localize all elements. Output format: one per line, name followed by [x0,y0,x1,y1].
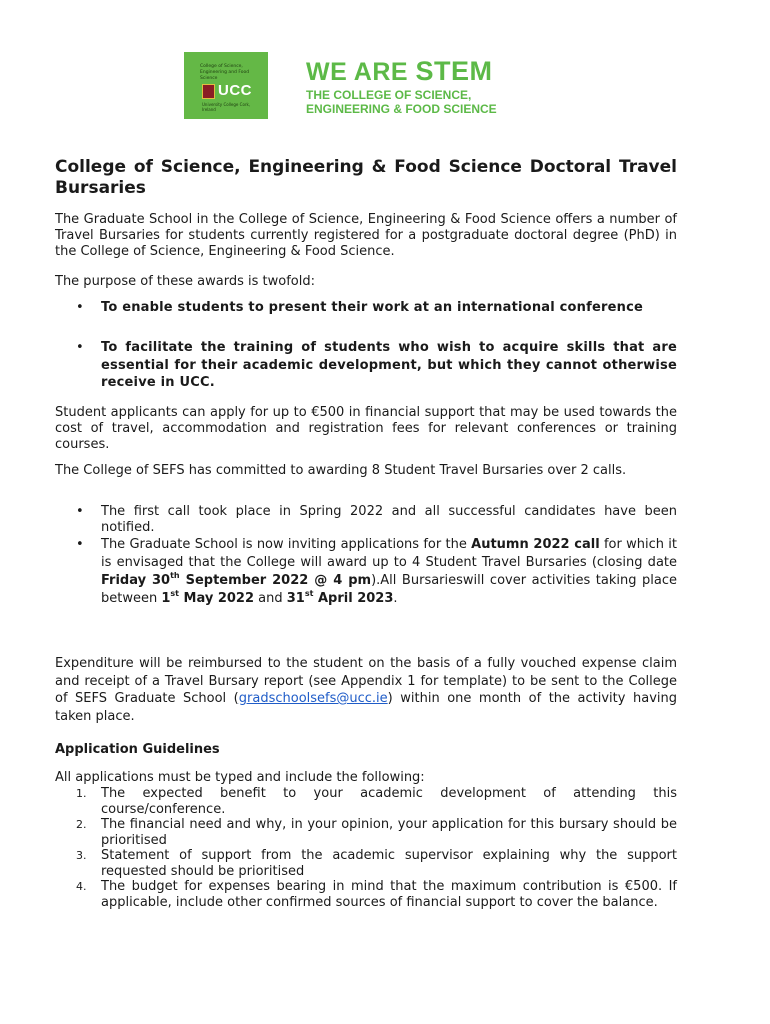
bullet-icon: • [76,300,84,315]
crest-icon [202,84,215,99]
ucc-logo-name: UCC [218,82,252,99]
call-item-text: The first call took place in Spring 2022 and all successful candidates have been notified. [101,504,677,535]
call-text-l: . [393,591,398,606]
end-date-rest: April 2023 [313,591,394,606]
closing-date-rest: September 2022 @ 4 pm [179,573,372,588]
support-paragraph: Student applicants can apply for up to €500 in financial support that may be used towards the cost of travel, accommodation and registration fees for relevant conferences or training courses. [55,405,677,452]
guideline-text: The financial need and why, in your opinion, your application for this bursary should be prioritised [101,817,677,848]
guideline-number: 1. [76,787,87,800]
commitment-paragraph: The College of SEFS has committed to awarding 8 Student Travel Bursaries over 2 calls. [55,463,627,478]
start-date-suffix: st [170,589,179,598]
guideline-text: The budget for expenses bearing in mind that the maximum contribution is €500. If applicable, include other confirmed sources of financial support to cover the balance. [101,879,677,910]
stem-logo [306,57,546,116]
purpose-intro: The purpose of these awards is twofold: [55,274,315,289]
guideline-text: The expected benefit to your academic development of attending this course/conference. [101,786,677,817]
guidelines-heading: Application Guidelines [55,742,220,757]
bullet-icon: • [76,537,84,552]
guidelines-intro: All applications must be typed and include the following: [55,770,425,785]
closing-date-suffix: th [170,571,180,580]
call-text-i: and [254,591,287,606]
call-text-a: The Graduate School is now inviting applications for the [101,537,472,552]
expenditure-text-a: Expenditure will be reimbursed to the student on the basis of a fully vouched expense claim and receipt of a Travel Bursary report (see Appendix 1 for template) to be sent to the College of SEFS Graduate School ( [55,656,677,706]
email-link[interactable]: gradschoolsefs@ucc.ie [238,691,388,706]
purpose-item-text: To enable students to present their work at an international conference [101,300,643,315]
guideline-text: Statement of support from the academic supervisor explaining why the support requested should be prioritised [101,848,677,879]
start-date-rest: May 2022 [179,591,255,606]
ucc-logo-subtext: University College Cork, Ireland [202,102,251,112]
ucc-logo-tagline: College of Science, Engineering and Food Science [200,64,250,81]
stem-college-line1: THE COLLEGE OF SCIENCE, [306,88,472,102]
stem-word: STEM [415,56,493,86]
expenditure-paragraph [55,655,677,725]
intro-paragraph: The Graduate School in the College of Science, Engineering & Food Science offers a number of Travel Bursaries for students currently registered for a postgraduate doctoral degree (PhD) in the College of Science, Engineering & Food Science. [55,212,677,259]
bullet-icon: • [76,340,84,355]
call-text-c: for which it is envisaged that the College will award up to 4 Student Travel Bursaries (closing date [101,537,677,570]
stem-college-line2: ENGINEERING & FOOD SCIENCE [306,102,497,116]
stem-we-are: WE ARE [306,58,416,86]
call-item-text [101,536,677,608]
ucc-logo [184,52,268,119]
guideline-number: 4. [76,880,87,893]
purpose-item-text: To facilitate the training of students who wish to acquire skills that are essential for their academic development, but which they cannot otherwise receive in UCC. [101,340,677,390]
end-date-suffix: st [304,589,314,598]
start-date-day: 1 [161,591,171,606]
closing-date-day: Friday 30 [101,573,171,588]
page-title: College of Science, Engineering & Food Science Doctoral Travel Bursaries [55,157,677,198]
call-text-f: ).All Bursarieswill cover activities taking place between [101,573,677,606]
guideline-number: 3. [76,849,87,862]
expenditure-text-b: ) within one month of the activity having taken place. [55,691,677,724]
end-date-day: 31 [286,591,305,606]
call-name: Autumn 2022 call [471,537,600,552]
bullet-icon: • [76,504,84,519]
guideline-number: 2. [76,818,87,831]
